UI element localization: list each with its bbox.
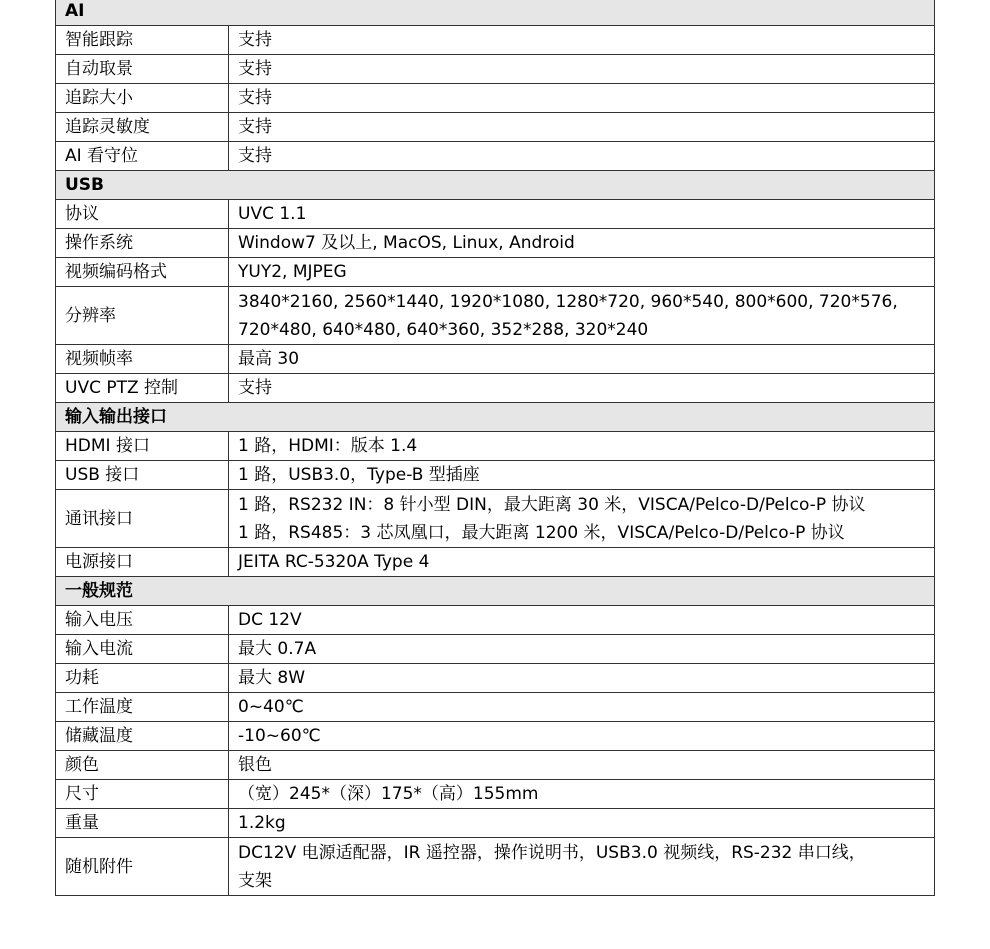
faded-footer-text <box>500 898 900 908</box>
table-row <box>56 142 935 171</box>
spec-key: 颜色 <box>56 751 229 780</box>
section-header <box>56 171 935 200</box>
spec-key: 随机附件 <box>56 838 229 896</box>
spec-value-line: 银色 <box>238 755 272 775</box>
spec-key: 追踪大小 <box>56 84 229 113</box>
table-row <box>56 490 935 548</box>
table-row <box>56 84 935 113</box>
table-row <box>56 809 935 838</box>
spec-value-line: 支架 <box>238 870 272 891</box>
table-row <box>56 287 935 345</box>
spec-value <box>229 606 935 635</box>
spec-value-line: 支持 <box>238 88 272 108</box>
table-row <box>56 606 935 635</box>
spec-value <box>229 26 935 55</box>
table-row <box>56 838 935 896</box>
spec-key: 尺寸 <box>56 780 229 809</box>
table-row <box>56 461 935 490</box>
spec-value-line: 1 路，RS485：3 芯凤凰口，最大距离 1200 米，VISCA/Pelco-D/Pelco-P 协议 <box>238 522 845 543</box>
spec-value <box>229 287 935 345</box>
spec-value <box>229 838 935 896</box>
spec-value <box>229 461 935 490</box>
spec-value-line: 1 路，RS232 IN：8 针小型 DIN，最大距离 30 米，VISCA/Pelco-D/Pelco-P 协议 <box>238 494 866 515</box>
table-row <box>56 229 935 258</box>
spec-value <box>229 345 935 374</box>
spec-value-line: -10~60℃ <box>238 726 321 746</box>
spec-value <box>229 693 935 722</box>
spec-value-line: 3840*2160, 2560*1440, 1920*1080, 1280*720, 960*540, 800*600, 720*576, <box>238 291 898 312</box>
section-header <box>56 0 935 26</box>
table-row <box>56 548 935 577</box>
spec-value-line: 1 路，HDMI：版本 1.4 <box>238 436 418 456</box>
spec-value <box>229 635 935 664</box>
spec-value <box>229 113 935 142</box>
spec-value-line: 支持 <box>238 378 272 398</box>
spec-key: 储藏温度 <box>56 722 229 751</box>
spec-value-line: 1.2kg <box>238 813 286 833</box>
spec-value-line: 支持 <box>238 30 272 50</box>
spec-value <box>229 229 935 258</box>
spec-value-line: （宽）245*（深）175*（高）155mm <box>238 784 539 804</box>
spec-key: 输入电压 <box>56 606 229 635</box>
spec-key: 电源接口 <box>56 548 229 577</box>
spec-value-line: 最大 0.7A <box>238 639 317 659</box>
table-row <box>56 664 935 693</box>
spec-key: 视频帧率 <box>56 345 229 374</box>
spec-value-line: 支持 <box>238 59 272 79</box>
spec-value-line: 0~40℃ <box>238 697 304 717</box>
spec-value <box>229 258 935 287</box>
spec-key: USB 接口 <box>56 461 229 490</box>
spec-value <box>229 374 935 403</box>
table-row <box>56 345 935 374</box>
table-row <box>56 374 935 403</box>
spec-key: 通讯接口 <box>56 490 229 548</box>
spec-value-line: 最高 30 <box>238 349 300 369</box>
spec-value <box>229 490 935 548</box>
section-title: 输入输出接口 <box>56 403 935 432</box>
spec-table-body <box>56 0 935 896</box>
section-title: AI <box>56 0 935 26</box>
table-row <box>56 55 935 84</box>
spec-key: 输入电流 <box>56 635 229 664</box>
table-row <box>56 635 935 664</box>
spec-key: 分辨率 <box>56 287 229 345</box>
spec-value <box>229 200 935 229</box>
spec-key: 重量 <box>56 809 229 838</box>
table-row <box>56 432 935 461</box>
table-row <box>56 693 935 722</box>
spec-value <box>229 722 935 751</box>
spec-value-line: DC12V 电源适配器，IR 遥控器，操作说明书，USB3.0 视频线，RS-232 串口线， <box>238 842 866 863</box>
spec-key: HDMI 接口 <box>56 432 229 461</box>
spec-key: 协议 <box>56 200 229 229</box>
spec-key: 自动取景 <box>56 55 229 84</box>
spec-table <box>55 0 935 896</box>
spec-value <box>229 142 935 171</box>
spec-key: 工作温度 <box>56 693 229 722</box>
spec-key: 追踪灵敏度 <box>56 113 229 142</box>
table-row <box>56 113 935 142</box>
spec-value-line: 支持 <box>238 146 272 166</box>
spec-value-line: UVC 1.1 <box>238 204 307 224</box>
spec-value <box>229 809 935 838</box>
spec-value-line: 支持 <box>238 117 272 137</box>
spec-value <box>229 84 935 113</box>
spec-key: 智能跟踪 <box>56 26 229 55</box>
spec-key: AI 看守位 <box>56 142 229 171</box>
table-row <box>56 26 935 55</box>
spec-key: 功耗 <box>56 664 229 693</box>
spec-value <box>229 751 935 780</box>
spec-value-line: 1 路，USB3.0，Type-B 型插座 <box>238 465 480 485</box>
spec-value <box>229 432 935 461</box>
spec-value-line: DC 12V <box>238 610 302 630</box>
spec-value-line: YUY2, MJPEG <box>238 262 347 282</box>
spec-key: 视频编码格式 <box>56 258 229 287</box>
section-title: USB <box>56 171 935 200</box>
table-row <box>56 722 935 751</box>
spec-value-line: 720*480, 640*480, 640*360, 352*288, 320*240 <box>238 319 649 340</box>
spec-value <box>229 55 935 84</box>
section-header <box>56 577 935 606</box>
spec-value-line: Window7 及以上, MacOS, Linux, Android <box>238 233 575 253</box>
table-row <box>56 200 935 229</box>
spec-value <box>229 548 935 577</box>
table-row <box>56 258 935 287</box>
spec-key: UVC PTZ 控制 <box>56 374 229 403</box>
spec-value-line: JEITA RC-5320A Type 4 <box>238 552 430 572</box>
table-row <box>56 751 935 780</box>
table-row <box>56 780 935 809</box>
spec-value <box>229 780 935 809</box>
spec-value-line: 最大 8W <box>238 668 306 688</box>
spec-value <box>229 664 935 693</box>
spec-key: 操作系统 <box>56 229 229 258</box>
section-title: 一般规范 <box>56 577 935 606</box>
section-header <box>56 403 935 432</box>
